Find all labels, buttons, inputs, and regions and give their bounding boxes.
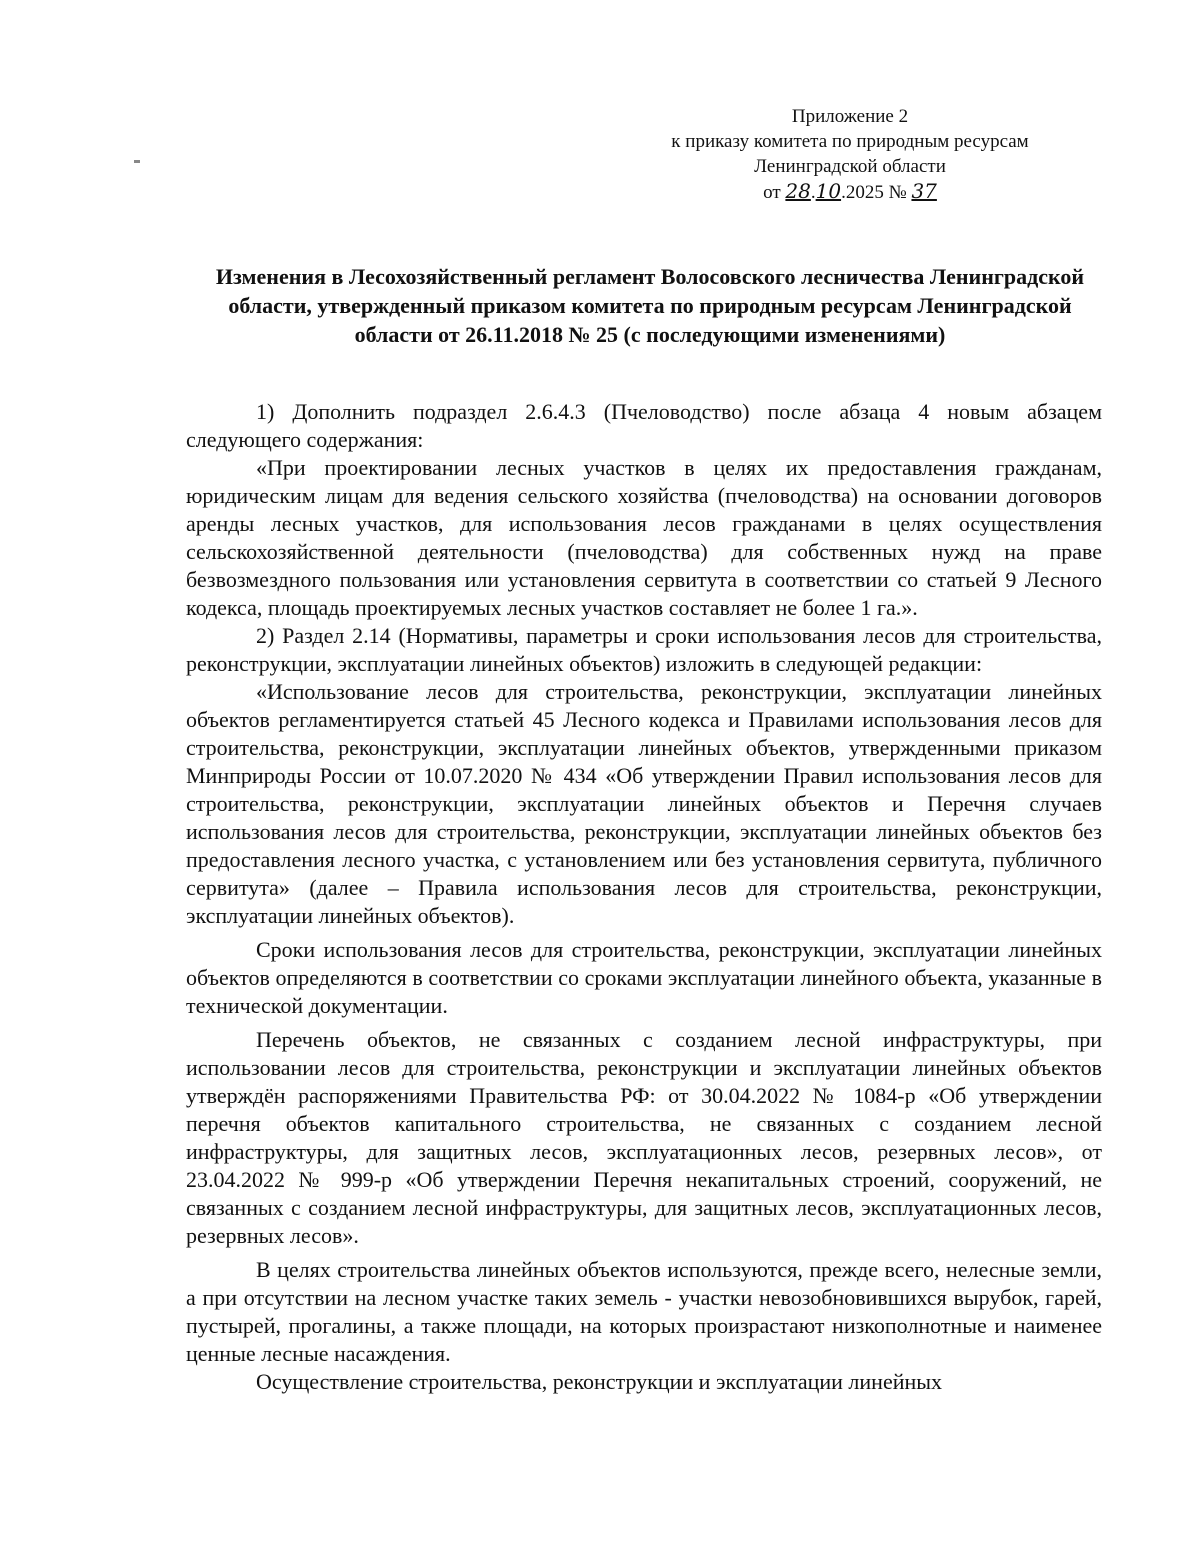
scan-speck: [134, 160, 140, 163]
date-day: 28: [785, 179, 811, 203]
paragraph-6: Перечень объектов, не связанных с созданием лесной инфраструктуры, при использовании лесов для строительства, реконструкции и эксплуатации линейных объектов утверждён распоряжениями Правительства РФ: от 30.04.2022 № 1084-р «Об утверждении перечня объектов капитального строительства, не связанных с созданием лесной инфраструктуры, для защитных лесов, эксплуатационных лесов, резервных лесов», от 23.04.2022 № 999-р «Об утверждении Перечня некапитальных строений, сооружений, не связанных с созданием лесной инфраструктуры, для защитных лесов, эксплуатационных лесов, резервных лесов».: [186, 1027, 1102, 1248]
appendix-date: [600, 179, 1100, 205]
document-title: Изменения в Лесохозяйственный регламент Волосовского лесничества Ленинградской области, утвержденный приказом комитета по природным ресурсам Ленинградской области от 26.11.2018 № 25 (с последующими изменениями): [215, 264, 1085, 347]
appendix-region: Ленинградской области: [754, 156, 946, 177]
paragraph-7: В целях строительства линейных объектов используются, прежде всего, нелесные земли, а при отсутствии на лесном участке таких земель - участки невозобновившихся вырубок, гарей, пустырей, прогалины, а также площади, на которых произрастают низкополнотные и наименее ценные лесные насаждения.: [186, 1257, 1102, 1366]
document-body: [186, 398, 1102, 1396]
paragraph-2: «При проектировании лесных участков в целях их предоставления гражданам, юридическим лицам для ведения сельского хозяйства (пчеловодства) на основании договоров аренды лесных участков, для использования лесов гражданами в целях осуществления сельскохозяйственной деятельности (пчеловодства) для собственных нужд на праве безвозмездного пользования или установления сервитута в соответствии со статьей 9 Лесного кодекса, площадь проектируемых лесных участков составляет не более 1 га.».: [186, 455, 1102, 620]
appendix-order-ref: к приказу комитета по природным ресурсам: [671, 131, 1029, 152]
appendix-number: Приложение 2: [791, 106, 909, 127]
paragraph-3: 2) Раздел 2.14 (Нормативы, параметры и сроки использования лесов для строительства, реконструкции, эксплуатации линейных объектов) изложить в следующей редакции:: [186, 623, 1102, 676]
paragraph-8: Осуществление строительства, реконструкции и эксплуатации линейных: [256, 1369, 943, 1394]
paragraph-1: 1) Дополнить подраздел 2.6.4.3 (Пчеловодство) после абзаца 4 новым абзацем следующего содержания:: [186, 399, 1102, 452]
date-prefix: от: [763, 182, 781, 203]
order-number: 37: [911, 179, 937, 203]
date-year: .2025 №: [841, 182, 907, 203]
paragraph-5: Сроки использования лесов для строительства, реконструкции, эксплуатации линейных объектов определяются в соответствии со сроками эксплуатации линейного объекта, указанные в технической документации.: [186, 937, 1102, 1018]
paragraph-4: «Использование лесов для строительства, реконструкции, эксплуатации линейных объектов регламентируется статьей 45 Лесного кодекса и Правилами использования лесов для строительства, реконструкции, эксплуатации линейных объектов, утвержденными приказом Минприроды России от 10.07.2020 № 434 «Об утверждении Правил использования лесов для строительства, реконструкции, эксплуатации линейных объектов и Перечня случаев использования лесов для строительства, реконструкции, эксплуатации линейных объектов без предоставления лесного участка, с установлением или без установления сервитута, публичного сервитута» (далее – Правила использования лесов для строительства, реконструкции, эксплуатации линейных объектов).: [186, 679, 1102, 928]
appendix-header: [600, 104, 1100, 205]
date-month: 10: [815, 179, 842, 203]
date-separator: .: [810, 182, 816, 203]
